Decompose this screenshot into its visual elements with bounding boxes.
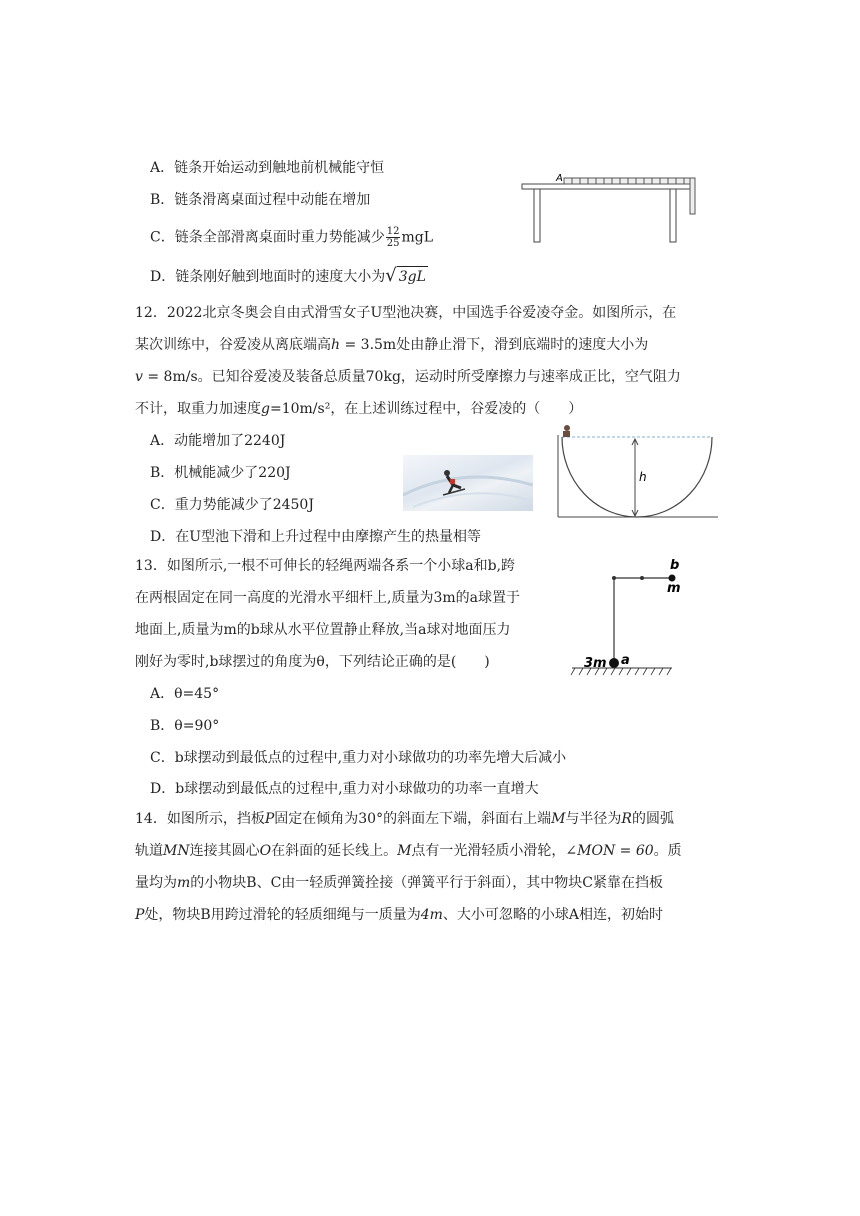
- q14-text-1c: 与半径为: [565, 811, 622, 827]
- q12-stem-line3: [135, 367, 681, 387]
- q12-text-d: 不计，取重力加速度: [135, 401, 261, 417]
- q14-var-p: P: [264, 811, 275, 827]
- q11-option-b: B．链条滑离桌面过程中动能在增加: [150, 192, 371, 208]
- q11-option-d: [150, 266, 428, 287]
- q12-text-e: ，在上述训练过程中，谷爱凌的（ ）: [330, 401, 583, 417]
- q13-pulley-figure: [570, 555, 685, 680]
- skier-icon: [403, 455, 533, 511]
- q14-stem-line1: [135, 809, 674, 829]
- q12-gravity-value: =10m/s²: [269, 401, 331, 417]
- q14-text-2b: 连接其圆心: [189, 843, 260, 859]
- q13-stem-line4: 刚好为零时,b球摆过的角度为θ，下列结论正确的是( ): [135, 654, 490, 670]
- q14-stem-line4: [135, 905, 663, 925]
- q14-var-4m: 4m: [420, 907, 443, 923]
- q13-fig-b: b: [670, 558, 680, 573]
- q13-option-b: B．θ=90°: [150, 718, 220, 734]
- q11-option-a: A．链条开始运动到触地前机械能守恒: [150, 160, 385, 176]
- q14-text-4b: 、大小可忽略的小球A相连，初始时: [442, 907, 664, 923]
- q14-text-1b: 固定在倾角为30°的斜面左下端，斜面右上端: [274, 811, 552, 827]
- q12-skier-photo: [403, 455, 533, 511]
- q11-label-a: A: [556, 173, 563, 184]
- q11-fraction-numerator: 12: [386, 226, 400, 237]
- q12-option-a: A．动能增加了2240J: [150, 433, 286, 449]
- q13-fig-3m: 3m: [584, 656, 607, 671]
- q12-option-d: D．在U型池下滑和上升过程中由摩擦产生的热量相等: [150, 529, 482, 545]
- q13-stem-line3: 地面上,质量为m的b球从水平位置静止释放,当a球对地面压力: [135, 622, 511, 638]
- q12-halfpipe-figure: [552, 425, 722, 521]
- q14-var-r: R: [621, 811, 632, 827]
- chain-icon: [564, 178, 695, 214]
- q14-text-2d: 点有一光滑轻质小滑轮，: [411, 843, 566, 859]
- q14-text-3a: 量均为: [135, 875, 177, 891]
- q12-text-a: 某次训练中，谷爱凌从离底端高: [135, 337, 331, 353]
- q14-text-2c: 在斜面的延长线上。: [271, 843, 398, 859]
- q12-var-g: g: [261, 401, 270, 417]
- q12-fig-h-label: h: [639, 470, 647, 484]
- q14-text-4a: 处，物块B用跨过滑轮的轻质细绳与一质量为: [144, 907, 421, 923]
- q12-option-b: B．机械能减少了220J: [150, 465, 291, 481]
- q14-text-3b: 的小物块B、C由一轻质弹簧拴接（弹簧平行于斜面），其中物块C紧靠在挡板: [190, 875, 663, 891]
- q11-fraction: [386, 226, 401, 249]
- q13-fig-m: m: [667, 581, 681, 596]
- q14-var-mn: MN: [163, 843, 190, 859]
- q14-var-mass: m: [177, 875, 191, 891]
- q13-stem-line2: 在两根固定在同一高度的光滑水平细杆上,质量为3m的a球置于: [135, 590, 520, 606]
- person-icon: [563, 425, 570, 437]
- q14-text-2a: 轨道: [135, 843, 163, 859]
- q14-var-o: O: [259, 843, 272, 859]
- q12-text-b: 处由静止滑下，滑到底端时的速度大小为: [396, 337, 649, 353]
- q12-var-h: h: [331, 337, 341, 353]
- q14-stem-line3: [135, 873, 663, 893]
- q11-option-d-text: D．链条刚好触到地面时的速度大小为: [150, 269, 386, 285]
- q11-option-c-unit: mgL: [401, 229, 433, 246]
- q11-sqrt: √ 3gL: [385, 265, 426, 286]
- q12-option-c: C．重力势能减少了2450J: [150, 497, 314, 513]
- q12-text-c: 。已知谷爱凌及装备总质量70kg，运动时所受摩擦力与速率成正比，空气阻力: [197, 369, 681, 385]
- q11-fraction-denominator: 25: [386, 238, 400, 249]
- q13-stem-line1: 13．如图所示,一根不可伸长的轻绳两端各系一个小球a和b,跨: [135, 558, 516, 574]
- q11-option-c-text: C．链条全部滑离桌面时重力势能减少: [150, 229, 385, 246]
- q12-speed-value: = 8m/s: [142, 369, 198, 385]
- q14-var-m2: M: [397, 843, 412, 859]
- q14-text-2e: 。质: [653, 843, 682, 859]
- q13-option-d: D．b球摆动到最低点的过程中,重力对小球做功的功率一直增大: [150, 781, 539, 797]
- q14-angle: ∠MON = 60: [565, 843, 654, 859]
- q14-text-1a: 14．如图所示，挡板: [135, 811, 265, 827]
- q12-height-value: = 3.5m: [340, 337, 397, 353]
- q14-var-m: M: [551, 811, 566, 827]
- q14-text-1d: 的圆弧: [631, 811, 674, 827]
- q12-stem-line1: 12．2022北京冬奥会自由式滑雪女子U型池决赛，中国选手谷爱凌夺金。如图所示，在: [135, 305, 677, 321]
- q11-table-chain-figure: [520, 170, 700, 245]
- q13-fig-a: a: [621, 653, 630, 668]
- q13-option-c: C．b球摆动到最低点的过程中,重力对小球做功的功率先增大后减小: [150, 750, 567, 766]
- q13-option-a: A．θ=45°: [150, 686, 220, 702]
- q11-option-c: [150, 226, 433, 249]
- q12-stem-line2: [135, 335, 648, 355]
- q12-stem-line4: [135, 399, 582, 419]
- q14-stem-line2: [135, 841, 682, 861]
- q14-var-p2: P: [135, 907, 145, 923]
- q11-sqrt-radicand: 3gL: [397, 266, 428, 287]
- q12-var-v: v: [135, 369, 143, 385]
